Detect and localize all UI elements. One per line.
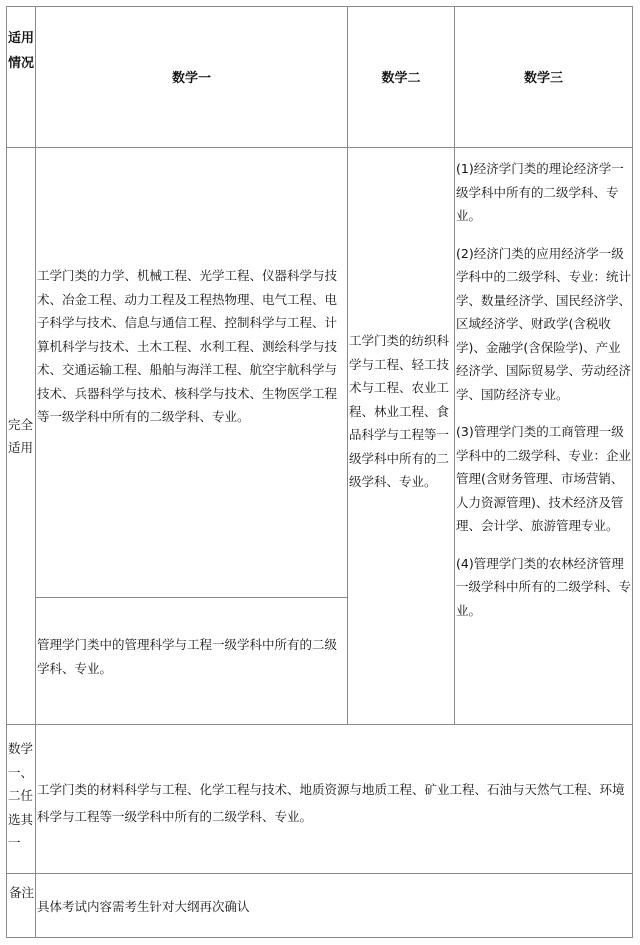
table-border-bottom [6, 937, 633, 938]
header-math2: 数学二 [381, 71, 421, 86]
header-applicability: 适用情况 [8, 31, 35, 71]
math3-list [456, 157, 632, 636]
label-complete: 完全适用 [8, 417, 34, 455]
math3-item-4: (4)管理学门类的农林经济管理一级学科中所有的二级学科、专业。 [456, 555, 632, 618]
remark-text: 具体考试内容需考生针对大纲再次确认 [37, 899, 250, 914]
math1-engineering-text: 工学门类的力学、机械工程、光学工程、仪器科学与技术、冶金工程、动力工程及工程热物理、电气工程、电子科学与技术、信息与通信工程、控制科学与工程、计算机科学与技术、土木工程、水利工程、测绘科学与技术、交通运输工程、船舶与海洋工程、航空宇航科学与技术、兵器科学与技术、核科学与技术、生物医学工程等一级学科中所有的二级学科、专业。 [37, 268, 338, 424]
math2-text: 工学门类的纺织科学与工程、轻工技术与工程、农业工程、林业工程、食品科学与工程等一级学科中所有的二级学科、专业。 [349, 333, 450, 489]
header-math1: 数学一 [171, 71, 211, 86]
label-either: 数学一、二任选其一 [8, 741, 34, 850]
label-remark: 备注 [8, 885, 34, 900]
row-divider-complete [6, 724, 633, 725]
row-divider-math1-inner [35, 597, 348, 598]
row-divider-header [6, 147, 633, 148]
math3-item-3: (3)管理学门类的工商管理一级学科中的二级学科、专业：企业管理(含财务管理、市场营销、人力资源管理)、技术经济及管理、会计学、旅游管理专业。 [456, 424, 632, 533]
table-border-left [6, 6, 7, 938]
math3-item-2: (2)经济门类的应用经济学一级学科中的二级学科、专业：统计学、数量经济学、国民经济学、区域经济学、财政学(含税收学)、金融学(含保险学)、产业经济学、国际贸易学、劳动经济学、国防经济专业。 [456, 245, 632, 402]
math3-item-1: (1)经济学门类的理论经济学一级学科中所有的二级学科、专业。 [456, 161, 624, 223]
col-divider-math1-math2 [347, 6, 348, 724]
col-divider-math2-math3 [454, 6, 455, 724]
either-text: 工学门类的材料科学与工程、化学工程与技术、地质资源与地质工程、矿业工程、石油与天然气工程、环境科学与工程等一级学科中所有的二级学科、专业。 [37, 782, 625, 824]
col-divider-label [35, 6, 36, 938]
math1-management-text: 管理学门类中的管理科学与工程一级学科中所有的二级学科、专业。 [37, 637, 338, 676]
row-divider-either [6, 873, 633, 874]
table-border-top [6, 6, 633, 7]
table-border-right [632, 6, 633, 938]
header-math3: 数学三 [523, 71, 563, 86]
